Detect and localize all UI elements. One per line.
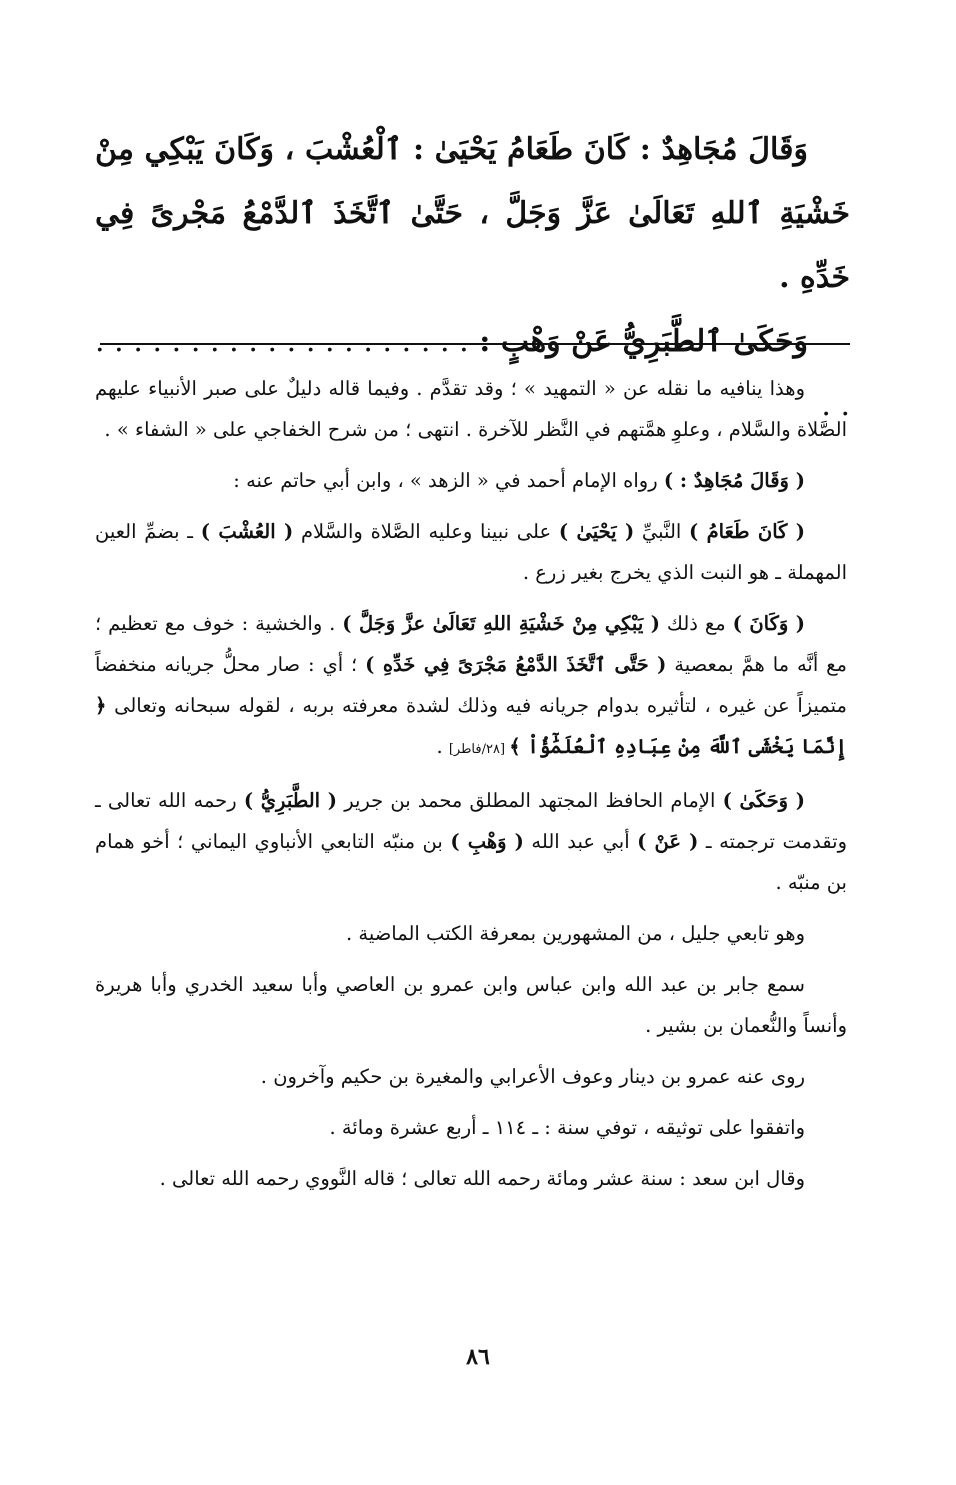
commentary-paragraph-8: روى عنه عمرو بن دينار وعوف الأعرابي والمغيرة بن حكيم وآخرون . bbox=[260, 1065, 805, 1088]
quoted-phrase: ( وَهْبِ ) bbox=[450, 830, 524, 853]
quoted-phrase: ( وَقَالَ مُجَاهِدٌ : ) bbox=[663, 469, 805, 492]
commentary-paragraph-5 bbox=[95, 780, 847, 903]
footnote-divider bbox=[100, 343, 850, 345]
commentary-text: الإمام الحافظ المجتهد المطلق محمد بن جرير bbox=[337, 789, 723, 812]
quoted-phrase: ( كَانَ طَعَامُ ) bbox=[689, 520, 805, 543]
commentary-paragraph-3 bbox=[95, 511, 847, 593]
main-text-paragraph: وَقَالَ مُجَاهِدٌ : كَانَ طَعَامُ يَحْيَىٰ : ٱلْعُشْبَ ، وَكَانَ يَبْكِي مِنْ خَشْيَةِ ٱللهِ تَعَالَىٰ عَزَّ وَجَلَّ ، حَتَّىٰ ٱتَّخَذَ ٱلدَّمْعُ مَجْرىً فِي خَدِّهِ . bbox=[95, 132, 850, 295]
commentary-text: بن منبّه التابعي الأنباوي اليماني ؛ أخو همام بن منبّه . bbox=[95, 830, 847, 894]
commentary-paragraph-9: واتفقوا على توثيقه ، توفي سنة : ـ ١١٤ ـ أربع عشرة ومائة . bbox=[329, 1116, 805, 1139]
quoted-phrase: ( يَحْيَىٰ ) bbox=[558, 520, 635, 543]
commentary-paragraph-6: وهو تابعي جليل ، من المشهورين بمعرفة الكتب الماضية . bbox=[345, 922, 805, 945]
commentary-text: ؛ أي : صار محلُّ جريانه منخفضاً متميزاً عن غيره ، لتأثيره بدوام جريانه فيه وذلك لشدة معرفته بربه ، لقوله سبحانه وتعالى bbox=[95, 653, 847, 717]
commentary-text: النَّبيِّ bbox=[634, 520, 690, 543]
quoted-phrase: ( حَتَّى ٱتَّخَذَ الدَّمْعُ مَجْرَىً فِي خَدِّهِ ) bbox=[365, 653, 667, 676]
commentary-paragraph-1: وهذا ينافيه ما نقله عن « التمهيد » ؛ وقد تقدَّم . وفيما قاله دليلٌ على صبر الأنبياء عليهم الصَّلاة والسَّلام ، وعلوِ همَّتهم في النَّظر للآخرة . انتهى ؛ من شرح الخفاجي على « الشفاء » . bbox=[95, 377, 847, 441]
ellipsis-dots: . . . . . . . . . . . . . . . . . . . . . . bbox=[95, 324, 850, 423]
quran-verse: ﴿ إِنَّمَا يَخْشَى ٱللَّهَ مِنْ عِبَادِهِ ٱلْعُلَمَٰٓؤُاْ ﴾ bbox=[95, 694, 847, 758]
commentary-paragraph-2 bbox=[95, 460, 847, 501]
page-number: ٨٦ bbox=[466, 1344, 490, 1370]
commentary-text: على نبينا وعليه الصَّلاة والسَّلام bbox=[293, 520, 559, 543]
quoted-phrase: ( الطَّبَرِيُّ ) bbox=[243, 789, 338, 812]
quoted-phrase: ( العُشْبَ ) bbox=[200, 520, 294, 543]
quoted-phrase: ( وَحَكَىٰ ) bbox=[722, 789, 806, 812]
commentary-block bbox=[95, 368, 847, 1209]
main-text-wahb-line: وَحَكَىٰ ٱلطَّبَرِيُّ عَنْ وَهْبٍ : bbox=[479, 324, 808, 359]
commentary-paragraph-10: وقال ابن سعد : سنة عشر ومائة رحمه الله تعالى ؛ قاله النَّووي رحمه الله تعالى . bbox=[159, 1167, 805, 1190]
commentary-text: رواه الإمام أحمد في « الزهد » ، وابن أبي حاتم عنه : bbox=[233, 469, 664, 492]
quoted-phrase: ( عَنْ ) bbox=[637, 830, 699, 853]
commentary-text: . bbox=[436, 735, 449, 758]
quoted-phrase: ( يَبْكِي مِنْ خَشْيَةِ اللهِ تَعَالَىٰ عزَّ وَجَلَّ ) bbox=[342, 612, 660, 635]
verse-reference: [٢٨/فاطر] bbox=[448, 742, 510, 757]
commentary-text: مع ذلك bbox=[659, 612, 733, 635]
commentary-text: . والخشية : خوف مع تعظيم ؛ مع أنَّه ما همَّ بمعصية bbox=[95, 612, 847, 676]
commentary-text: ـ بضمِّ العين المهملة ـ هو النبت الذي يخرج بغير زرع . bbox=[95, 520, 847, 584]
commentary-paragraph-7: سمع جابر بن عبد الله وابن عباس وابن عمرو بن العاصي وأبا سعيد الخدري وأبا هريرة وأنساً والنُّعمان بن بشير . bbox=[95, 973, 847, 1037]
commentary-text: أبي عبد الله bbox=[523, 830, 638, 853]
quoted-phrase: ( وَكَانَ ) bbox=[732, 612, 805, 635]
commentary-text: رحمه الله تعالى ـ وتقدمت ترجمته ـ bbox=[95, 789, 847, 853]
commentary-paragraph-4 bbox=[95, 603, 847, 770]
